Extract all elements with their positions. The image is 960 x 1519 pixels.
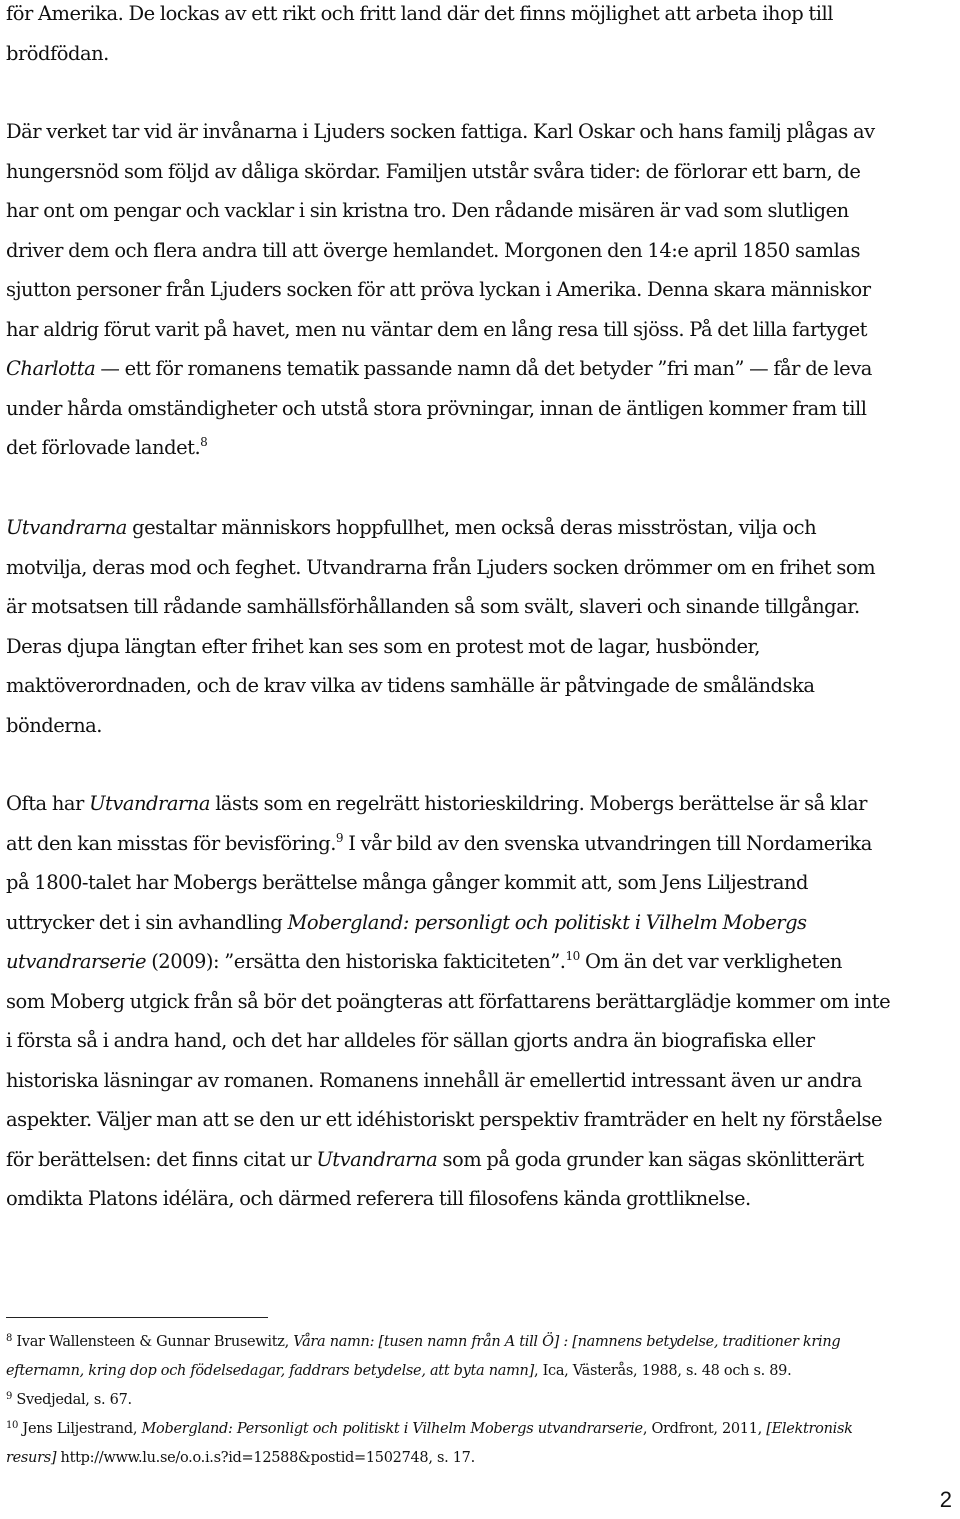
thesis-title: Mobergland: personligt och politiskt i Vilhelm Mobergs bbox=[287, 910, 807, 934]
text-line bbox=[6, 942, 958, 982]
footnote-ref-10: 10 bbox=[565, 949, 580, 963]
footnote-text: Jens Liljestrand, bbox=[18, 1421, 142, 1437]
text-segment: för berättelsen: det finns citat ur bbox=[6, 1147, 317, 1171]
footnote-text: Svedjedal, s. 67. bbox=[12, 1392, 132, 1408]
footnote-url: http://www.lu.se/o.o.i.s?id=12588&postid=1502748, s. 17. bbox=[56, 1450, 475, 1466]
footnote-ref-8: 8 bbox=[200, 435, 208, 449]
paragraph-3 bbox=[6, 508, 958, 745]
text-line bbox=[6, 824, 958, 864]
text-line: Deras djupa längtan efter frihet kan ses som en protest mot de lagar, husbönder, bbox=[6, 634, 760, 658]
footnotes bbox=[6, 1328, 958, 1473]
text-segment: Om än det var verkligheten bbox=[579, 950, 842, 973]
ship-name: Charlotta bbox=[6, 357, 96, 380]
text-segment: det förlovade landet. bbox=[6, 436, 201, 459]
text-line bbox=[6, 508, 958, 548]
text-segment: som på goda grunder kan sägas skönlitterärt bbox=[437, 1147, 864, 1171]
footnote-ref-9: 9 bbox=[335, 830, 344, 845]
text-line: i första så i andra hand, och det har alldeles för sällan gjorts andra än biografiska eller bbox=[6, 1029, 815, 1052]
text-line: på 1800-talet har Mobergs berättelse många gånger kommit att, som Jens Liljestrand bbox=[6, 871, 808, 894]
footnote-10 bbox=[6, 1415, 958, 1444]
text-line: hungersnöd som följd av dåliga skördar. Familjen utstår svåra tider: de förlorar ett barn, de bbox=[6, 159, 861, 183]
footnote-text: , Ica, Västerås, 1988, s. 48 och s. 89. bbox=[533, 1363, 792, 1379]
footnote-8-cont bbox=[6, 1357, 958, 1386]
text-segment: att den kan misstas för bevisföring. bbox=[6, 831, 336, 855]
footnote-text: , Ordfront, 2011, bbox=[642, 1421, 767, 1437]
footnote-9 bbox=[6, 1386, 958, 1415]
footnote-title: efternamn, kring dop och födelsedagar, faddrars betydelse, att byta namn] bbox=[6, 1363, 534, 1379]
text-line: under hårda omständigheter och utstå stora prövningar, innan de äntligen kommer fram till bbox=[6, 396, 867, 420]
text-segment: gestaltar människors hoppfullhet, men också deras misströstan, vilja och bbox=[126, 516, 817, 539]
text-line: som Moberg utgick från så bör det poängteras att författarens berättarglädje kommer om inte bbox=[6, 989, 891, 1013]
text-segment: uttrycker det i sin avhandling bbox=[6, 910, 288, 934]
text-line bbox=[6, 1140, 958, 1180]
paragraph-2 bbox=[6, 112, 958, 468]
text-line bbox=[6, 784, 958, 824]
text-line bbox=[6, 428, 958, 468]
footnote-bracket: resurs] bbox=[6, 1450, 57, 1466]
text-segment: I vår bild av den svenska utvandringen till Nordamerika bbox=[343, 831, 872, 855]
paragraph-4 bbox=[6, 784, 958, 1219]
text-segment: (2009): ”ersätta den historiska fakticiteten”. bbox=[146, 950, 566, 973]
text-line: aspekter. Väljer man att se den ur ett idéhistoriskt perspektiv framträder en helt ny förståelse bbox=[6, 1108, 883, 1131]
text-line bbox=[6, 903, 958, 943]
text-segment: — ett för romanens tematik passande namn då det betyder ”fri man” — får de leva bbox=[95, 357, 872, 380]
footnote-8 bbox=[6, 1328, 958, 1357]
text-line: Där verket tar vid är invånarna i Ljuders socken fattiga. Karl Oskar och hans familj plågas av bbox=[6, 120, 875, 143]
text-line: sjutton personer från Ljuders socken för att pröva lyckan i Amerika. Denna skara människor bbox=[6, 278, 871, 301]
footnote-text: Ivar Wallensteen & Gunnar Brusewitz, bbox=[12, 1334, 294, 1350]
text-line: omdikta Platons idélära, och därmed referera till filosofens kända grottliknelse. bbox=[6, 1187, 751, 1210]
footnote-number: 9 bbox=[6, 1391, 13, 1402]
text-line: maktöverordnaden, och de krav vilka av tidens samhälle är påtvingade de småländska bbox=[6, 674, 815, 697]
text-segment: Ofta har bbox=[6, 792, 90, 815]
text-line: bönderna. bbox=[6, 713, 103, 737]
footnote-title: Våra namn: [tusen namn från A till Ö] : [namnens betydelse, traditioner kring bbox=[293, 1334, 841, 1350]
page-number: 2 bbox=[939, 1487, 952, 1512]
footnote-number: 8 bbox=[6, 1333, 13, 1344]
text-line: brödfödan. bbox=[6, 41, 109, 65]
text-line: har ont om pengar och vacklar i sin kristna tro. Den rådande misären är vad som slutligen bbox=[6, 199, 849, 222]
text-line: är motsatsen till rådande samhällsförhållanden så som svält, slaveri och sinande tillgångar. bbox=[6, 595, 860, 618]
text-line: historiska läsningar av romanen. Romanens innehåll är emellertid intressant även ur andra bbox=[6, 1068, 862, 1092]
book-title: Utvandrarna bbox=[316, 1147, 438, 1171]
footnote-title: Mobergland: Personligt och politiskt i Vilhelm Mobergs utvandrarserie bbox=[141, 1421, 643, 1437]
footnote-separator bbox=[6, 1317, 268, 1318]
thesis-title: utvandrarserie bbox=[6, 950, 146, 973]
footnote-10-cont bbox=[6, 1444, 958, 1473]
footnote-number: 10 bbox=[6, 1420, 19, 1431]
paragraph-1 bbox=[6, 0, 958, 73]
text-line: motvilja, deras mod och feghet. Utvandrarna från Ljuders socken drömmer om en frihet som bbox=[6, 555, 876, 579]
book-title: Utvandrarna bbox=[6, 516, 127, 539]
footnote-bracket: [Elektronisk bbox=[766, 1421, 853, 1437]
text-line: driver dem och flera andra till att överge hemlandet. Morgonen den 14:e april 1850 samlas bbox=[6, 238, 860, 262]
text-line bbox=[6, 349, 958, 389]
text-line: för Amerika. De lockas av ett rikt och fritt land där det finns möjlighet att arbeta ihop till bbox=[6, 2, 833, 25]
text-line: har aldrig förut varit på havet, men nu väntar dem en lång resa till sjöss. På det lilla fartyget bbox=[6, 317, 867, 341]
text-segment: lästs som en regelrätt historieskildring. Mobergs berättelse är så klar bbox=[210, 792, 867, 815]
book-title: Utvandrarna bbox=[89, 792, 210, 815]
